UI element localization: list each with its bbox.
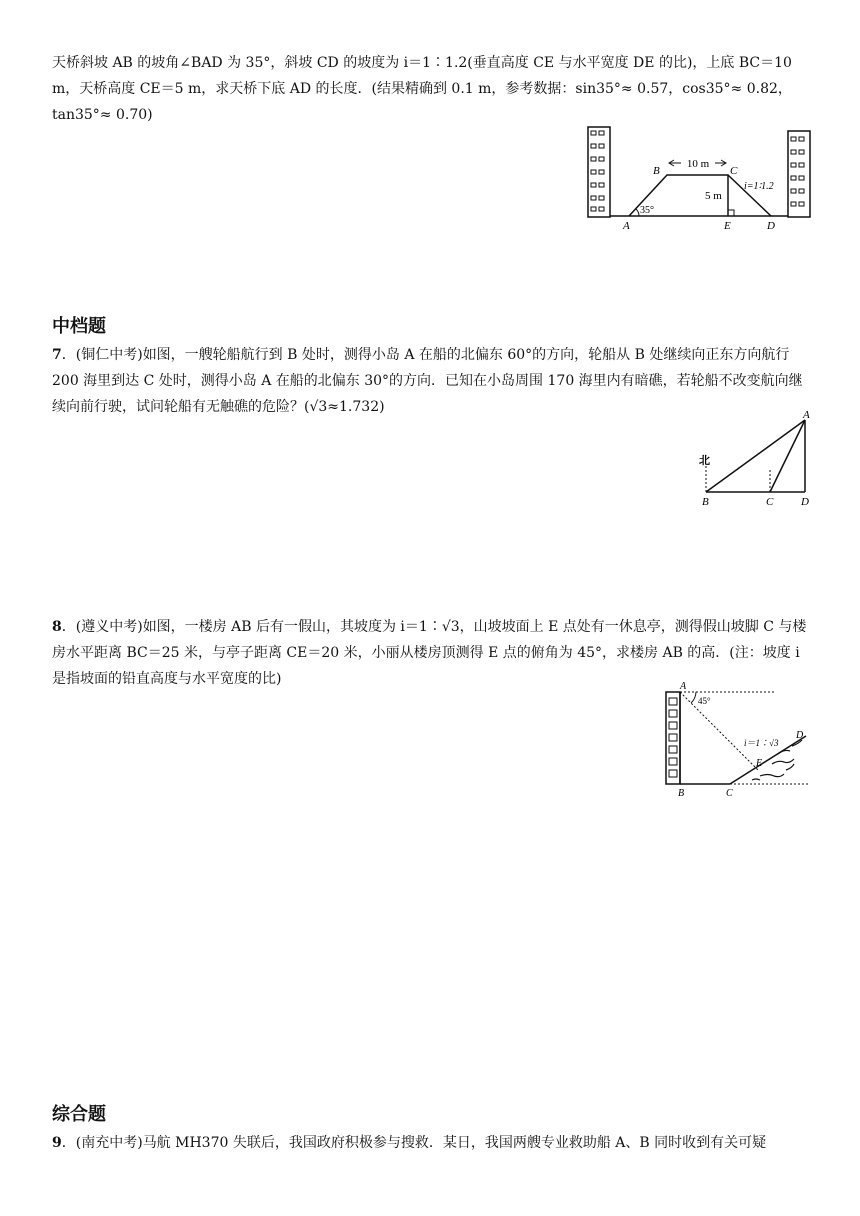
problem-8: 8．(遵义中考)如图，一楼房 AB 后有一假山，其坡度为 i＝1∶√3，山坡坡面上 E 点处有一休息亭，测得假山坡脚 C 与楼房水平距离 BC＝25 米，与亭子距离 CE＝20 米，小丽从楼房顶测得 E 点的俯角为 45°，求楼房 AB 的高．(注：坡度 i 是指坡面的铅直高度与水平宽度的比) bbox=[52, 619, 807, 687]
problem-8-text: 如图，一楼房 AB 后有一假山，其坡度为 i＝1∶√3，山坡坡面上 E 点处有一休息亭，测得假山坡脚 C 与楼房水平距离 BC＝25 米，与亭子距离 CE＝20 米，小丽从楼房顶测得 E 点的俯角为 45°，求楼房 AB 的高．(注：坡度 i 是指坡面的铅直高度与水平宽度的比) bbox=[52, 619, 807, 687]
point-b: B bbox=[653, 165, 660, 177]
problem-9-number: 9 bbox=[52, 1135, 62, 1151]
point-a: A bbox=[623, 220, 630, 232]
problem-9-source: (南充中考) bbox=[75, 1135, 143, 1151]
bc-length-label: 10 m bbox=[686, 158, 710, 170]
ship-point-a: A bbox=[803, 409, 810, 421]
section-heading-comp: 综合题 bbox=[52, 1104, 106, 1125]
problem-7-text: 如图，一艘轮船航行到 B 处时，测得小岛 A 在船的北偏东 60°的方向，轮船从 B 处继续向正东方向航行 200 海里到达 C 处时，测得小岛 A 在船的北偏东 30°的方向．已知在小岛周围 170 海里内有暗礁，若轮船不改变航向继续向前行驶，试问轮船有无触礁的危险？(√3≈1.732) bbox=[52, 347, 803, 415]
problem-7: 7．(铜仁中考)如图，一艘轮船航行到 B 处时，测得小岛 A 在船的北偏东 60°的方向，轮船从 B 处继续向正东方向航行 200 海里到达 C 处时，测得小岛 A 在船的北偏东 30°的方向．已知在小岛周围 170 海里内有暗礁，若轮船不改变航向继续向前行驶，试问轮船有无触礁的危险？(√3≈1.732) bbox=[52, 347, 803, 415]
hill-point-c: C bbox=[726, 788, 733, 799]
problem-6-text: 天桥斜坡 AB 的坡角∠BAD 为 35°，斜坡 CD 的坡度为 i＝1∶1.2(垂直高度 CE 与水平宽度 DE 的比)，上底 BC＝10 m，天桥高度 CE＝5 m，求天桥下底 AD 的长度．(结果精确到 0.1 m，参考数据：sin35°≈ 0.57，cos35°≈ 0.82，tan35°≈ 0.70) bbox=[52, 55, 792, 123]
point-e: E bbox=[724, 220, 731, 232]
height-label: 5 m bbox=[705, 190, 722, 202]
problem-7-number: 7 bbox=[52, 347, 62, 363]
problem-9: 9．(南充中考)马航 MH370 失联后，我国政府积极参与搜救．某日，我国两艘专业救助船 A、B 同时收到有关可疑 bbox=[52, 1135, 767, 1151]
north-char: 北 bbox=[699, 455, 710, 467]
problem-7-source: (铜仁中考) bbox=[75, 347, 143, 363]
hill-point-b: B bbox=[678, 788, 685, 799]
left-building-windows bbox=[591, 131, 604, 211]
ship-point-b: B bbox=[702, 496, 709, 508]
problem-8-number: 8 bbox=[52, 619, 62, 635]
depression-angle-label: 45° bbox=[698, 696, 711, 706]
angle-label: 35° bbox=[640, 205, 654, 216]
bridge-figure bbox=[585, 125, 815, 235]
slope-label: i=1∶1.2 bbox=[744, 181, 774, 192]
ship-point-d: D bbox=[801, 496, 809, 508]
hill-point-a: A bbox=[680, 681, 687, 692]
ship-point-c: C bbox=[766, 496, 774, 508]
problem-9-text: 马航 MH370 失联后，我国政府积极参与搜救．某日，我国两艘专业救助船 A、B 同时收到有关可疑 bbox=[142, 1135, 767, 1151]
point-d: D bbox=[767, 220, 775, 232]
point-c: C bbox=[730, 165, 738, 177]
hill-figure bbox=[660, 680, 812, 800]
ship-figure bbox=[692, 408, 816, 508]
hill-slope-label: i＝1∶√3 bbox=[744, 738, 779, 748]
right-building-windows bbox=[791, 137, 804, 206]
problem-8-source: (遵义中考) bbox=[75, 619, 143, 635]
hill-point-e: E bbox=[756, 758, 763, 769]
hill-point-d: D bbox=[796, 730, 804, 741]
section-heading-mid: 中档题 bbox=[52, 316, 106, 337]
